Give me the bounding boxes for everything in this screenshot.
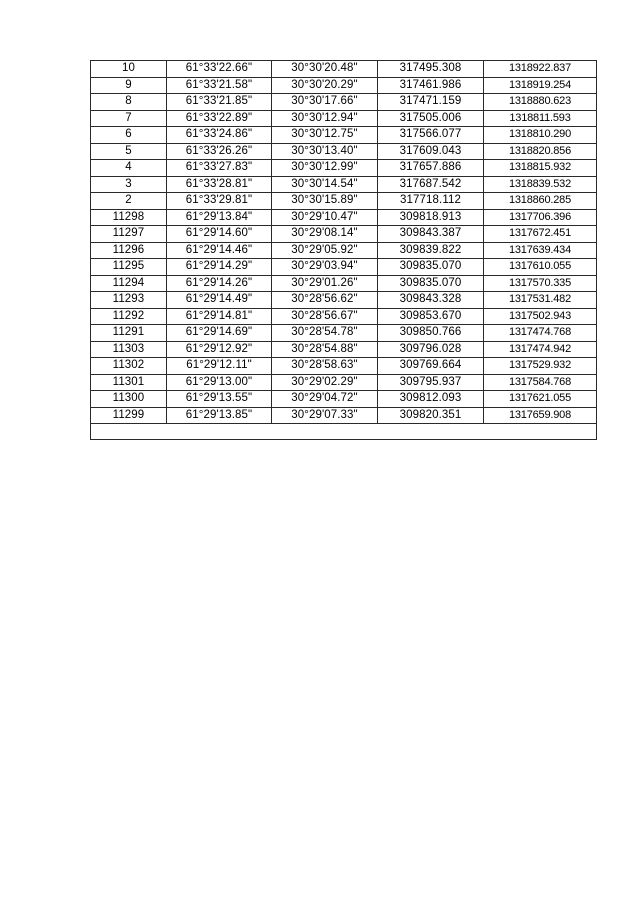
- point-number-cell: 2: [91, 193, 167, 210]
- table-row: [91, 94, 597, 111]
- x-coordinate-cell: 317471.159: [378, 94, 484, 111]
- x-coordinate-cell: 317657.886: [378, 160, 484, 177]
- latitude-cell: 61°33'22.89": [167, 110, 272, 127]
- x-coordinate-cell: 309850.766: [378, 325, 484, 342]
- x-coordinate-cell: 309796.028: [378, 341, 484, 358]
- latitude-cell: 61°33'21.85": [167, 94, 272, 111]
- point-number-cell: 11302: [91, 358, 167, 375]
- table-row: [91, 127, 597, 144]
- point-number-cell: 11303: [91, 341, 167, 358]
- table-row: [91, 226, 597, 243]
- longitude-cell: 30°30'12.75": [272, 127, 378, 144]
- latitude-cell: 61°33'24.86": [167, 127, 272, 144]
- point-number-cell: 11301: [91, 374, 167, 391]
- point-number-cell: 4: [91, 160, 167, 177]
- x-coordinate-cell: 309835.070: [378, 259, 484, 276]
- table-row: [91, 308, 597, 325]
- x-coordinate-cell: 309795.937: [378, 374, 484, 391]
- longitude-cell: 30°28'54.88": [272, 341, 378, 358]
- longitude-cell: 30°29'03.94": [272, 259, 378, 276]
- longitude-cell: 30°29'08.14": [272, 226, 378, 243]
- y-coordinate-cell: 1317584.768: [484, 374, 597, 391]
- table-row: [91, 374, 597, 391]
- table-row: [91, 341, 597, 358]
- x-coordinate-cell: 317687.542: [378, 176, 484, 193]
- table-row: [91, 325, 597, 342]
- x-coordinate-cell: 317718.112: [378, 193, 484, 210]
- table-row: [91, 358, 597, 375]
- longitude-cell: 30°28'56.67": [272, 308, 378, 325]
- longitude-cell: 30°29'02.29": [272, 374, 378, 391]
- y-coordinate-cell: 1318919.254: [484, 77, 597, 94]
- table-empty-row: [91, 424, 597, 440]
- y-coordinate-cell: 1317621.055: [484, 391, 597, 408]
- latitude-cell: 61°33'28.81": [167, 176, 272, 193]
- longitude-cell: 30°29'07.33": [272, 407, 378, 424]
- x-coordinate-cell: 317505.006: [378, 110, 484, 127]
- table-row: [91, 292, 597, 309]
- latitude-cell: 61°29'14.81": [167, 308, 272, 325]
- latitude-cell: 61°29'14.69": [167, 325, 272, 342]
- y-coordinate-cell: 1318860.285: [484, 193, 597, 210]
- x-coordinate-cell: 309820.351: [378, 407, 484, 424]
- point-number-cell: 11292: [91, 308, 167, 325]
- latitude-cell: 61°33'29.81": [167, 193, 272, 210]
- longitude-cell: 30°30'12.99": [272, 160, 378, 177]
- empty-cell: [91, 424, 597, 440]
- y-coordinate-cell: 1317639.434: [484, 242, 597, 259]
- point-number-cell: 11299: [91, 407, 167, 424]
- longitude-cell: 30°30'13.40": [272, 143, 378, 160]
- latitude-cell: 61°29'13.85": [167, 407, 272, 424]
- point-number-cell: 8: [91, 94, 167, 111]
- latitude-cell: 61°33'21.58": [167, 77, 272, 94]
- longitude-cell: 30°30'20.29": [272, 77, 378, 94]
- x-coordinate-cell: 309839.822: [378, 242, 484, 259]
- longitude-cell: 30°30'12.94": [272, 110, 378, 127]
- latitude-cell: 61°29'14.49": [167, 292, 272, 309]
- longitude-cell: 30°30'20.48": [272, 61, 378, 78]
- y-coordinate-cell: 1318811.593: [484, 110, 597, 127]
- y-coordinate-cell: 1318922.837: [484, 61, 597, 78]
- coordinates-table: [90, 60, 597, 440]
- latitude-cell: 61°29'13.00": [167, 374, 272, 391]
- table-row: [91, 110, 597, 127]
- latitude-cell: 61°29'12.92": [167, 341, 272, 358]
- y-coordinate-cell: 1317706.396: [484, 209, 597, 226]
- y-coordinate-cell: 1318880.623: [484, 94, 597, 111]
- longitude-cell: 30°28'58.63": [272, 358, 378, 375]
- latitude-cell: 61°29'13.84": [167, 209, 272, 226]
- y-coordinate-cell: 1317529.932: [484, 358, 597, 375]
- table-row: [91, 275, 597, 292]
- table-row: [91, 242, 597, 259]
- latitude-cell: 61°29'14.26": [167, 275, 272, 292]
- x-coordinate-cell: 317495.308: [378, 61, 484, 78]
- x-coordinate-cell: 317461.986: [378, 77, 484, 94]
- point-number-cell: 11300: [91, 391, 167, 408]
- latitude-cell: 61°33'26.26": [167, 143, 272, 160]
- table-row: [91, 61, 597, 78]
- latitude-cell: 61°33'22.66": [167, 61, 272, 78]
- x-coordinate-cell: 317609.043: [378, 143, 484, 160]
- latitude-cell: 61°33'27.83": [167, 160, 272, 177]
- point-number-cell: 11291: [91, 325, 167, 342]
- table-row: [91, 259, 597, 276]
- y-coordinate-cell: 1317672.451: [484, 226, 597, 243]
- x-coordinate-cell: 309853.670: [378, 308, 484, 325]
- latitude-cell: 61°29'14.60": [167, 226, 272, 243]
- longitude-cell: 30°29'04.72": [272, 391, 378, 408]
- point-number-cell: 11297: [91, 226, 167, 243]
- table-body: [91, 61, 597, 440]
- x-coordinate-cell: 309843.387: [378, 226, 484, 243]
- longitude-cell: 30°29'05.92": [272, 242, 378, 259]
- table-row: [91, 193, 597, 210]
- point-number-cell: 10: [91, 61, 167, 78]
- table-row: [91, 160, 597, 177]
- point-number-cell: 5: [91, 143, 167, 160]
- x-coordinate-cell: 309835.070: [378, 275, 484, 292]
- point-number-cell: 7: [91, 110, 167, 127]
- y-coordinate-cell: 1317659.908: [484, 407, 597, 424]
- x-coordinate-cell: 309812.093: [378, 391, 484, 408]
- table-row: [91, 176, 597, 193]
- table-row: [91, 391, 597, 408]
- point-number-cell: 11296: [91, 242, 167, 259]
- latitude-cell: 61°29'13.55": [167, 391, 272, 408]
- x-coordinate-cell: 309818.913: [378, 209, 484, 226]
- y-coordinate-cell: 1317474.942: [484, 341, 597, 358]
- point-number-cell: 6: [91, 127, 167, 144]
- longitude-cell: 30°29'10.47": [272, 209, 378, 226]
- latitude-cell: 61°29'14.46": [167, 242, 272, 259]
- table-row: [91, 77, 597, 94]
- table-row: [91, 143, 597, 160]
- x-coordinate-cell: 309843.328: [378, 292, 484, 309]
- y-coordinate-cell: 1317502.943: [484, 308, 597, 325]
- y-coordinate-cell: 1317610.055: [484, 259, 597, 276]
- y-coordinate-cell: 1318820.856: [484, 143, 597, 160]
- point-number-cell: 3: [91, 176, 167, 193]
- table-row: [91, 209, 597, 226]
- longitude-cell: 30°29'01.26": [272, 275, 378, 292]
- y-coordinate-cell: 1317474.768: [484, 325, 597, 342]
- y-coordinate-cell: 1317570.335: [484, 275, 597, 292]
- y-coordinate-cell: 1317531.482: [484, 292, 597, 309]
- point-number-cell: 11293: [91, 292, 167, 309]
- longitude-cell: 30°30'15.89": [272, 193, 378, 210]
- point-number-cell: 11298: [91, 209, 167, 226]
- table-row: [91, 407, 597, 424]
- longitude-cell: 30°28'54.78": [272, 325, 378, 342]
- x-coordinate-cell: 317566.077: [378, 127, 484, 144]
- y-coordinate-cell: 1318810.290: [484, 127, 597, 144]
- longitude-cell: 30°30'14.54": [272, 176, 378, 193]
- x-coordinate-cell: 309769.664: [378, 358, 484, 375]
- point-number-cell: 11294: [91, 275, 167, 292]
- longitude-cell: 30°30'17.66": [272, 94, 378, 111]
- latitude-cell: 61°29'12.11": [167, 358, 272, 375]
- y-coordinate-cell: 1318839.532: [484, 176, 597, 193]
- point-number-cell: 9: [91, 77, 167, 94]
- point-number-cell: 11295: [91, 259, 167, 276]
- latitude-cell: 61°29'14.29": [167, 259, 272, 276]
- longitude-cell: 30°28'56.62": [272, 292, 378, 309]
- y-coordinate-cell: 1318815.932: [484, 160, 597, 177]
